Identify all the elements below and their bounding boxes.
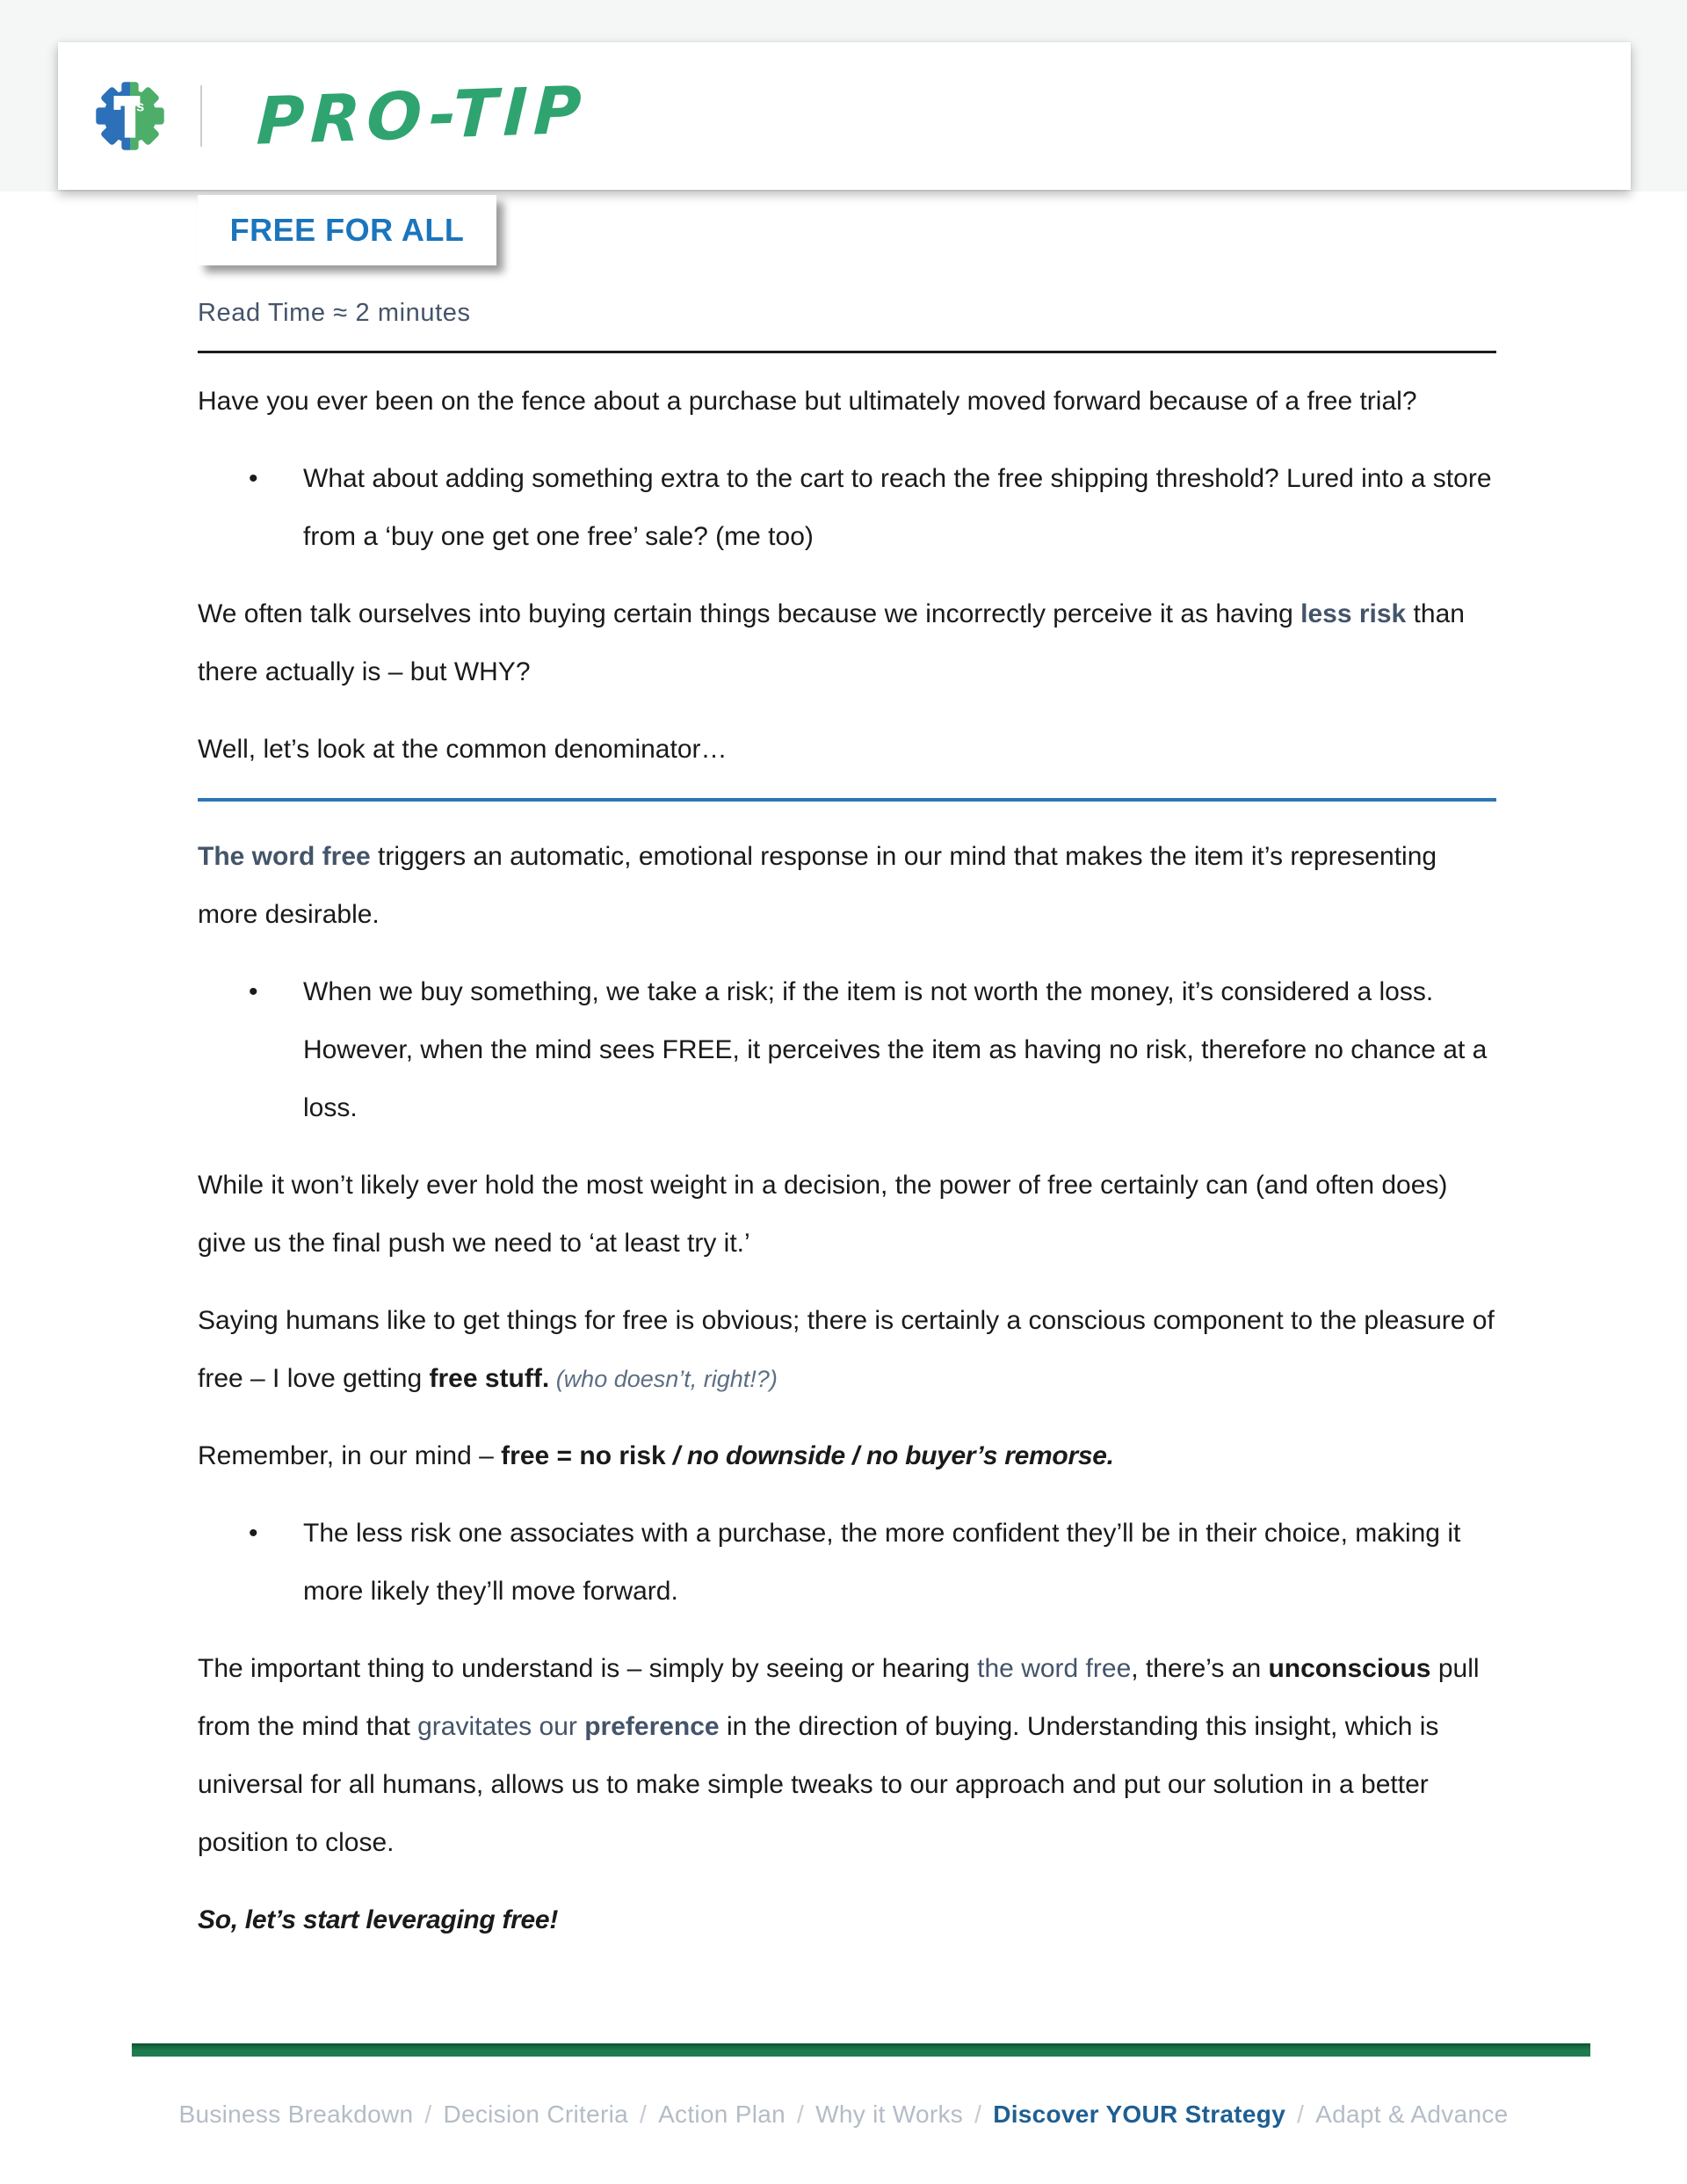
text-segment: While it won’t likely ever hold the most weight in a decision, the power of free certainly can (and often does) give us the final push we need to ‘at least try it.’ [198, 1171, 1448, 1258]
paragraph-important [198, 1640, 1496, 1872]
brand-header [58, 42, 1631, 190]
paragraph-conscious [198, 1292, 1496, 1408]
text-segment: Well, let’s look at the common denominator… [198, 735, 728, 764]
text-segment: pull from the mind that [198, 1654, 1480, 1741]
footer-link-decision-criteria[interactable]: Decision Criteria [443, 2101, 628, 2128]
accent-gravitates-our: gravitates our [417, 1712, 585, 1741]
accent-the-word-free-2: the word free [977, 1654, 1132, 1683]
footer-separator: / [974, 2101, 982, 2128]
paragraph-weight [198, 1157, 1496, 1273]
italic-no-downside: / no downside / no buyer’s remorse. [665, 1441, 1114, 1470]
text-segment: in the direction of buying. Understanding this insight, which is universal for all humans, allows us to make simple tweaks to our approach and put our solution in a better position to close. [198, 1712, 1439, 1857]
svg-text:s: s [136, 98, 145, 115]
bold-free-stuff: free stuff. [429, 1364, 550, 1393]
footer-separator: / [1297, 2101, 1305, 2128]
footer-link-business-breakdown[interactable]: Business Breakdown [178, 2101, 414, 2128]
text-segment: Have you ever been on the fence about a purchase but ultimately moved forward because of a free trial? [198, 387, 1417, 416]
bold-free-no-risk: free = no risk [501, 1441, 666, 1470]
text-segment: Saying humans like to get things for free is obvious; there is certainly a conscious component to the pleasure of free – I love getting [198, 1306, 1495, 1393]
closing-line [198, 1891, 1496, 1949]
footer-separator: / [424, 2101, 432, 2128]
accent-less-risk: less risk [1300, 599, 1407, 628]
bullet-item: • When we buy something, we take a risk; if the item is not worth the money, it’s considered a loss. However, when the mind sees FREE, it perceives the item as having no risk, therefore no chance at a loss. [198, 963, 1496, 1137]
footer-nav [0, 2101, 1687, 2129]
bullet-list-3 [198, 1505, 1496, 1621]
footer-link-why-it-works[interactable]: Why it Works [815, 2101, 964, 2128]
paragraph-word-free [198, 828, 1496, 944]
footer-link-adapt-advance[interactable]: Adapt & Advance [1315, 2101, 1509, 2128]
text-segment: , there’s an [1131, 1654, 1269, 1683]
section-divider-rule [198, 798, 1496, 802]
title-box [198, 195, 496, 265]
footer-separator: / [639, 2101, 648, 2128]
page-title: FREE FOR ALL [229, 212, 465, 248]
paragraph-remember [198, 1427, 1496, 1485]
text-segment: than there actually is – but WHY? [198, 599, 1465, 686]
footer-separator: / [797, 2101, 805, 2128]
article-body [198, 299, 1496, 1969]
text-segment: We often talk ourselves into buying certain things because we incorrectly perceive it as having [198, 599, 1301, 628]
bullet-list-1 [198, 450, 1496, 566]
top-rule [198, 351, 1496, 353]
text-segment: So, let’s start leveraging free! [198, 1905, 559, 1934]
bullet-item: • The less risk one associates with a purchase, the more confident they’ll be in their choice, making it more likely they’ll move forward. [198, 1505, 1496, 1621]
paragraph-less-risk [198, 585, 1496, 701]
paragraph-denominator [198, 721, 1496, 779]
bullet-list-2 [198, 963, 1496, 1137]
footer-link-action-plan[interactable]: Action Plan [658, 2101, 786, 2128]
bullet-item: • What about adding something extra to the cart to reach the free shipping threshold? Lured into a store from a ‘buy one get one free’ sale? (me too) [198, 450, 1496, 566]
logo [91, 77, 169, 155]
accent-the-word-free: The word free [198, 842, 371, 871]
footer-accent-bar [132, 2043, 1590, 2057]
aside-note: (who doesn’t, right!?) [549, 1366, 778, 1392]
gear-logo-icon [91, 77, 169, 155]
logo-divider [200, 85, 202, 147]
text-segment: triggers an automatic, emotional response in our mind that makes the item it’s representing more desirable. [198, 842, 1437, 929]
read-time-label: Read Time ≈ 2 minutes [198, 299, 471, 327]
text-segment: The important thing to understand is – simply by seeing or hearing [198, 1654, 978, 1683]
footer-link-discover-your-strategy[interactable]: Discover YOUR Strategy [993, 2101, 1286, 2128]
paragraph-intro [198, 373, 1496, 431]
brand-wordmark: PRO-TIP [255, 72, 589, 160]
bold-unconscious: unconscious [1268, 1654, 1431, 1683]
text-segment: Remember, in our mind – [198, 1441, 502, 1470]
accent-preference: preference [584, 1712, 720, 1741]
